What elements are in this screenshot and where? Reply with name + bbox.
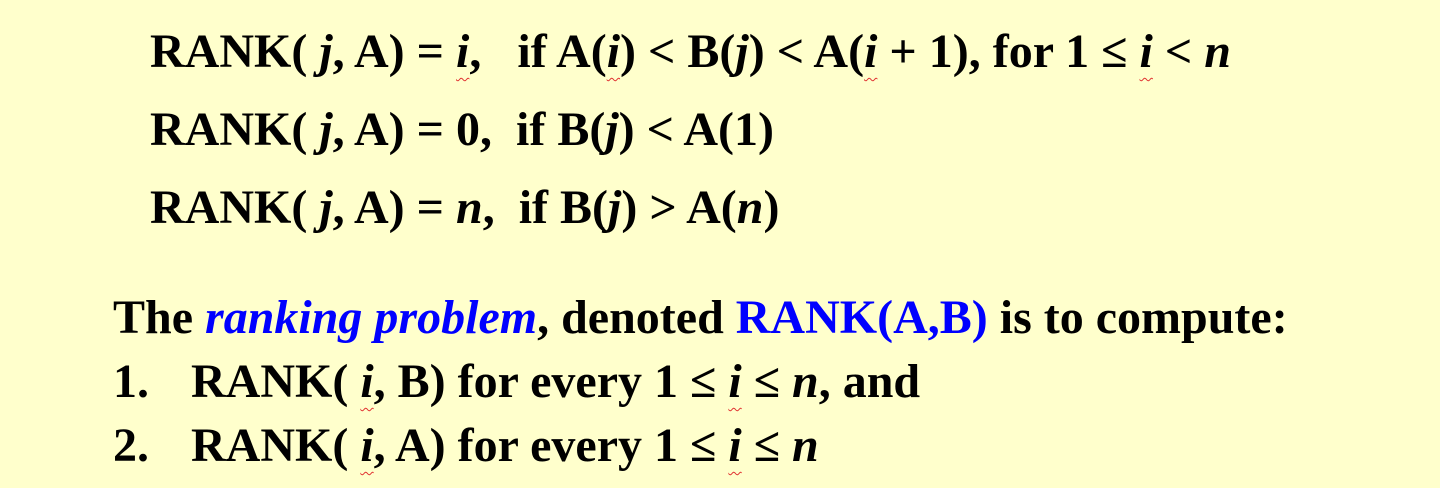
list-item-text: , and xyxy=(818,355,921,408)
ranking-problem-statement xyxy=(113,291,1288,344)
list-item-text: ≤ xyxy=(741,355,793,408)
statement-text: , denoted xyxy=(537,291,736,344)
var-i: i xyxy=(864,25,878,78)
statement-text: is to compute: xyxy=(987,291,1288,344)
list-item-text: , A) for every 1 ≤ xyxy=(373,419,729,472)
var-i: i xyxy=(1139,25,1153,78)
var-n: n xyxy=(736,181,764,234)
var-i: i xyxy=(360,355,374,408)
ranking-problem-term: ranking problem xyxy=(205,291,538,344)
list-item-text: RANK( xyxy=(191,419,361,472)
var-n: n xyxy=(792,419,819,472)
definition-text: + 1), for 1 ≤ xyxy=(877,25,1140,78)
var-n: n xyxy=(456,181,483,234)
definition-text: , A) = xyxy=(332,25,457,78)
var-j: j xyxy=(319,25,333,78)
definition-text: , A) = xyxy=(332,181,457,234)
statement-text: The xyxy=(113,291,206,344)
definition-text: RANK( xyxy=(150,25,320,78)
var-n: n xyxy=(1204,25,1231,78)
var-i: i xyxy=(728,419,742,472)
rank-definition-zero xyxy=(150,103,774,156)
definition-text: , A) = 0, if B( xyxy=(332,103,606,156)
list-item-text: ≤ xyxy=(741,419,793,472)
list-item xyxy=(113,419,819,472)
var-n: n xyxy=(792,355,819,408)
definition-text: ) < A( xyxy=(748,25,865,78)
var-j: j xyxy=(319,181,333,234)
list-item-text: , B) for every 1 ≤ xyxy=(373,355,729,408)
list-item xyxy=(113,355,921,408)
rank-definition-n xyxy=(150,181,780,234)
var-j: j xyxy=(605,103,619,156)
definition-text: ) > A( xyxy=(621,181,737,234)
var-i: i xyxy=(456,25,470,78)
list-item-number: 1. xyxy=(113,355,149,408)
var-j: j xyxy=(608,181,622,234)
var-j: j xyxy=(735,25,749,78)
rank-definition-between xyxy=(150,25,1231,78)
definition-text: , if A( xyxy=(469,25,607,78)
definition-text: ) xyxy=(763,181,780,234)
var-j: j xyxy=(319,103,333,156)
definition-text: , if B( xyxy=(482,181,609,234)
definition-text: ) < B( xyxy=(620,25,736,78)
list-item-text: RANK( xyxy=(191,355,361,408)
var-i: i xyxy=(606,25,621,78)
rank-ab-notation: RANK(A,B) xyxy=(735,291,988,344)
var-i: i xyxy=(728,355,742,408)
definition-text: RANK( xyxy=(150,103,320,156)
definition-text: < xyxy=(1152,25,1205,78)
definition-text: ) < A(1) xyxy=(618,103,774,156)
definition-text: RANK( xyxy=(150,181,320,234)
var-i: i xyxy=(360,419,374,472)
list-item-number: 2. xyxy=(113,419,149,472)
